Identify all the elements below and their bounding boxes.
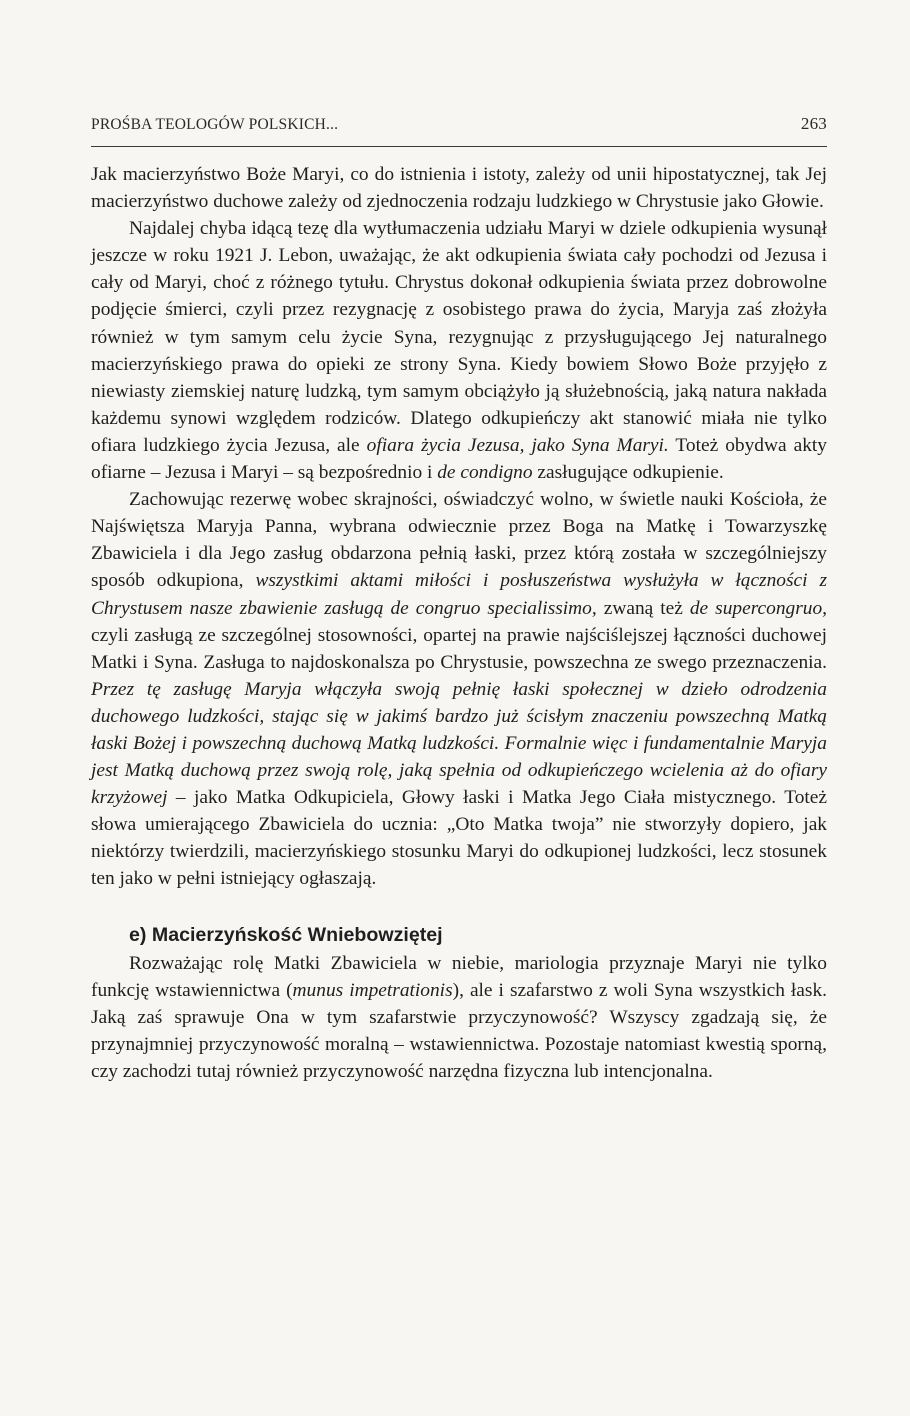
paragraph-1-text: Jak macierzyństwo Boże Maryi, co do istnienia i istoty, zależy od unii hipostatycznej, tak Jej macierzyństwo duchowe zależy od zjednoczenia rodzaju ludzkiego w Chrystusie jako Głowie. [91, 164, 827, 213]
page-number: 263 [800, 114, 827, 133]
main-text [91, 161, 827, 1085]
text-run: Toteż obydwa akty ofiarne – Jezusa i Maryi – są bezpośrednio i [91, 434, 828, 484]
header-rule [91, 146, 827, 147]
text-run: zwaną też [596, 597, 690, 619]
text-run: Najdalej chyba idącą tezę dla wytłumaczenia udziału Maryi w dziele odkupienia wysunął jeszcze w roku 1921 J. Lebon, uważając, że akt odkupienia świata cały pochodzi od Jezusa i cały od Maryi, choć z różnego tytułu. Chrystus dokonał odkupienia świata przez dobrowolne podjęcie śmierci, czyli przez rezygnację z osobistego prawa do życia, Maryja zaś złożyła również w tym samym celu życie Syna, rezygnując z przysługującego Jej naturalnego macierzyńskiego prawa do opieki ze strony Syna. Kiedy bowiem Słowo Boże przyjęło z niewiasty ziemskiej naturę ludzką, tym samym obciążyło ją służebnością, jaką natura nakłada każdemu synowi względem rodziców. Dlatego odkupieńczy akt stanowić miała nie tylko ofiara ludzkiego życia Jezusa, ale [91, 218, 827, 456]
italic-run: Przez tę zasługę Maryja włączyła swoją pełnię łaski społecznej w dzieło odrodzenia duchowego ludzkości, stając się w jakimś bardzo już ścisłym znaczeniu powszechną Matką łaski Bożej i powszechną duchową Matką ludzkości. Formalnie więc i fundamentalnie Maryja jest Matką duchową przez swoją rolę, jaką spełnia od odkupieńczego wcielenia aż do ofiary krzyżowej [91, 678, 827, 809]
text-run: zasługujące odkupienie. [532, 462, 724, 484]
italic-run: ofiara życia Jezusa, jako Syna Maryi. [366, 434, 669, 456]
running-head-title: PROŚBA TEOLOGÓW POLSKICH... [91, 116, 339, 133]
text-run: ), ale i szafarstwo z woli Syna wszystkich łask. Jaką zaś sprawuje Ona w tym szafarstwie przyczynowość? Wszyscy zgadzają się, że przynajmniej przyczynowość moralną – wstawiennictwa. Pozostaje natomiast kwestią sporną, czy zachodzi tutaj również przyczynowość narzędna fizyczna lub intencjonalna. [91, 979, 828, 1082]
paragraph-1 [91, 161, 827, 215]
section-heading: e) Macierzyńskość Wniebowziętej [129, 923, 443, 946]
text-run: Rozważając rolę Matki Zbawiciela w niebie, mariologia przyznaje Maryi nie tylko funkcję wstawiennictwa ( [91, 952, 827, 1001]
paragraph-4 [91, 950, 827, 1085]
running-header [91, 114, 827, 134]
paragraph-3 [91, 486, 827, 892]
paragraph-2 [91, 215, 827, 486]
italic-run: de supercongruo, [689, 597, 828, 619]
text-run: czyli zasługą ze szczególnej stosowności, opartej na prawie najściślejszej łączności duchowej Matki i Syna. Zasługa to najdoskonalsza po Chrystusie, powszechna ze swego przeznaczenia. [91, 624, 827, 673]
italic-run: wszystkimi aktami miłości i posłuszeństwa wysłużyła w łączności z Chrystusem nasze zbawienie zasługą de congruo specialissimo, [91, 570, 827, 619]
text-run: – jako Matka Odkupiciela, Głowy łaski i Matka Jego Ciała mistycznego. Toteż słowa umierającego Zbawiciela do ucznia: „Oto Matka twoja” nie stworzyły dopiero, jak niektórzy twierdzili, macierzyńskiego stosunku Maryi do odkupionej ludzkości, lecz stosunek ten jako w pełni istniejący ogłaszają. [91, 787, 827, 890]
text-run: Zachowując rezerwę wobec skrajności, oświadczyć wolno, w świetle nauki Kościoła, że Najświętsza Maryja Panna, wybrana odwiecznie przez Boga na Matkę i Towarzyszkę Zbawiciela i dla Jego zasług obdarzona pełnią łaski, przez którą została w szczególniejszy sposób odkupiona, [91, 489, 827, 592]
italic-run: munus impetrationis [292, 979, 453, 1001]
italic-run: de condigno [437, 462, 533, 484]
